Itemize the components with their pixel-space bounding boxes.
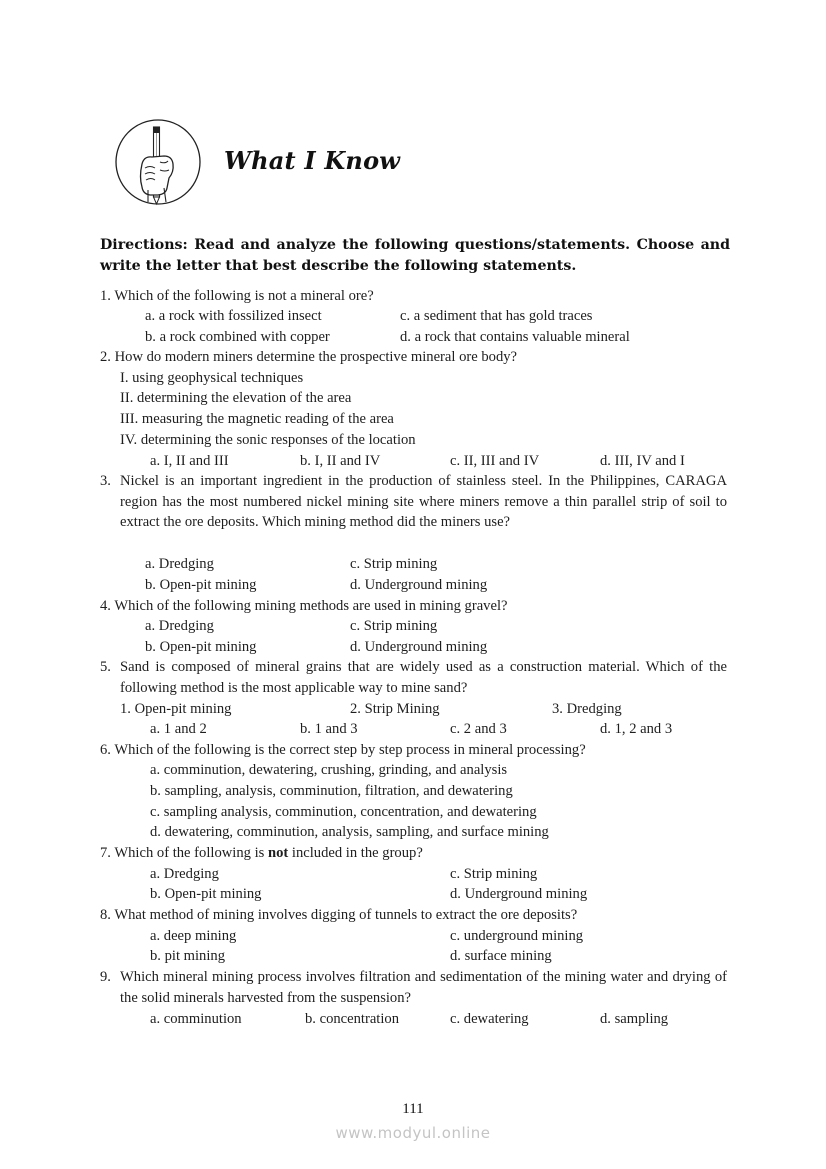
- choice-c[interactable]: c. 2 and 3: [450, 721, 507, 737]
- section-title: What I Know: [224, 146, 401, 175]
- watermark: www.modyul.online: [335, 1124, 491, 1142]
- choice-c[interactable]: c. Strip mining: [350, 556, 438, 572]
- question-number: 5.: [100, 659, 111, 675]
- choice-a[interactable]: a. Dredging: [150, 866, 219, 882]
- choice-c[interactable]: c. dewatering: [450, 1011, 529, 1027]
- statement-3: III. measuring the magnetic reading of the area: [120, 411, 394, 427]
- question-number: 4.: [100, 598, 111, 614]
- choice-a[interactable]: a. deep mining: [150, 928, 237, 944]
- directions-text: Directions: Read and analyze the following questions/statements. Choose and write the letter that best describe the following statements.: [100, 237, 730, 274]
- statement-2: 2. Strip Mining: [350, 701, 440, 717]
- choice-d[interactable]: d. a rock that contains valuable mineral: [400, 329, 630, 345]
- hand-holding-pencil-icon: [112, 118, 208, 208]
- question-text: Which of the following is the correct step by step process in mineral processing?: [114, 742, 586, 758]
- choice-a[interactable]: a. comminution: [150, 1011, 242, 1027]
- question-text: How do modern miners determine the prospective mineral ore body?: [114, 349, 518, 365]
- question-number: 6.: [100, 742, 111, 758]
- question-number: 1.: [100, 288, 111, 304]
- statement-1: I. using geophysical techniques: [120, 370, 304, 386]
- choice-c[interactable]: c. II, III and IV: [450, 453, 540, 469]
- question-text: Which mineral mining process involves filtration and sedimentation of the mining water and drying of the solid minerals harvested from the suspension?: [120, 969, 727, 1006]
- choice-b[interactable]: b. a rock combined with copper: [145, 329, 330, 345]
- choice-d[interactable]: d. III, IV and I: [600, 453, 685, 469]
- choice-a[interactable]: a. Dredging: [145, 618, 214, 634]
- choice-a[interactable]: a. a rock with fossilized insect: [145, 308, 322, 324]
- choice-a[interactable]: a. 1 and 2: [150, 721, 207, 737]
- choice-b[interactable]: b. I, II and IV: [300, 453, 381, 469]
- choice-d[interactable]: d. Underground mining: [350, 639, 488, 655]
- choice-b[interactable]: b. concentration: [305, 1011, 400, 1027]
- question-text-before: Which of the following is: [114, 845, 268, 861]
- choice-c[interactable]: c. Strip mining: [350, 618, 438, 634]
- question-number: 3.: [100, 473, 111, 489]
- question-text: Nickel is an important ingredient in the production of stainless steel. In the Philippines, CARAGA region has the most numbered nickel mining site where miners remove a thin parallel strip of soil to extract the ore deposits. Which mining method did the miners use?: [120, 473, 727, 531]
- statement-4: IV. determining the sonic responses of the location: [120, 432, 416, 448]
- question-number: 2.: [100, 349, 111, 365]
- question-text-emphasis: not: [267, 845, 289, 861]
- question-number: 9.: [100, 969, 111, 985]
- choice-a[interactable]: a. Dredging: [145, 556, 214, 572]
- choice-b[interactable]: b. Open-pit mining: [145, 577, 257, 593]
- choice-d[interactable]: d. sampling: [600, 1011, 669, 1027]
- choice-c[interactable]: c. a sediment that has gold traces: [400, 308, 593, 324]
- choice-d[interactable]: d. 1, 2 and 3: [600, 721, 673, 737]
- choice-d[interactable]: d. surface mining: [450, 948, 552, 964]
- statement-2: II. determining the elevation of the area: [120, 390, 352, 406]
- choice-d[interactable]: d. dewatering, comminution, analysis, sampling, and surface mining: [150, 824, 549, 840]
- choice-b[interactable]: b. Open-pit mining: [150, 886, 262, 902]
- choice-d[interactable]: d. Underground mining: [350, 577, 488, 593]
- choice-b[interactable]: b. 1 and 3: [300, 721, 358, 737]
- question-text: What method of mining involves digging of tunnels to extract the ore deposits?: [114, 907, 578, 923]
- choice-d[interactable]: d. Underground mining: [450, 886, 588, 902]
- choice-a[interactable]: a. comminution, dewatering, crushing, grinding, and analysis: [150, 762, 508, 778]
- question-text-after: included in the group?: [288, 845, 423, 861]
- question-number: 8.: [100, 907, 111, 923]
- choice-c[interactable]: c. sampling analysis, comminution, concentration, and dewatering: [150, 804, 537, 820]
- question-text: Which of the following is not a mineral ore?: [114, 288, 374, 304]
- question-text: Sand is composed of mineral grains that are widely used as a construction material. Which of the following method is the most applicable way to mine sand?: [120, 659, 727, 696]
- choice-c[interactable]: c. underground mining: [450, 928, 584, 944]
- question-text: Which of the following mining methods are used in mining gravel?: [114, 598, 508, 614]
- choice-b[interactable]: b. Open-pit mining: [145, 639, 257, 655]
- page-number: 111: [402, 1101, 424, 1117]
- question-number: 7.: [100, 845, 111, 861]
- choice-b[interactable]: b. sampling, analysis, comminution, filtration, and dewatering: [150, 783, 513, 799]
- choice-b[interactable]: b. pit mining: [150, 948, 225, 964]
- statement-1: 1. Open-pit mining: [120, 701, 232, 717]
- statement-3: 3. Dredging: [552, 701, 622, 717]
- choice-a[interactable]: a. I, II and III: [150, 453, 229, 469]
- choice-c[interactable]: c. Strip mining: [450, 866, 538, 882]
